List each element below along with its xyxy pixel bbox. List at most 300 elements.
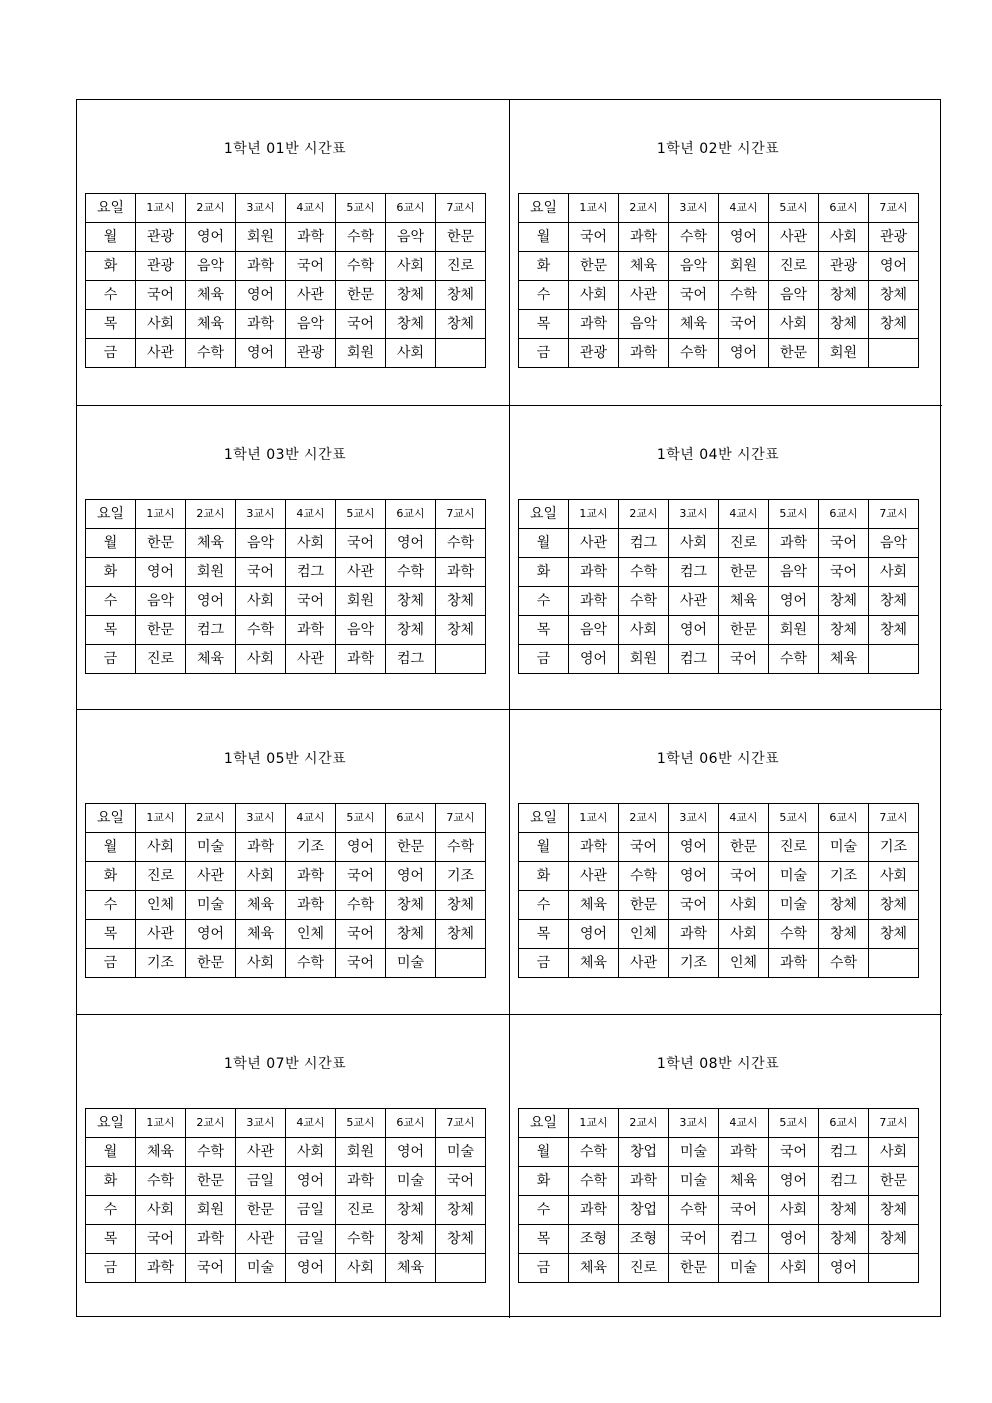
- timetable-table: [85, 1108, 486, 1283]
- subject-cell: 영어: [286, 1254, 336, 1283]
- day-label: 금: [519, 339, 569, 368]
- subject-cell: 조형: [569, 1225, 619, 1254]
- timetable-panel: [509, 709, 942, 1014]
- period-header: 3교시: [236, 500, 286, 529]
- subject-cell: 사관: [619, 281, 669, 310]
- period-header: 3교시: [236, 804, 286, 833]
- subject-cell: 과학: [569, 558, 619, 587]
- subject-cell: 기조: [136, 949, 186, 978]
- subject-cell: 영어: [669, 616, 719, 645]
- subject-cell: 체육: [569, 1254, 619, 1283]
- table-row: [86, 616, 486, 645]
- period-header: 1교시: [569, 500, 619, 529]
- subject-cell: 사관: [569, 862, 619, 891]
- subject-cell: 사회: [569, 281, 619, 310]
- subject-cell: 과학: [769, 529, 819, 558]
- period-header: 1교시: [136, 804, 186, 833]
- day-label: 목: [519, 920, 569, 949]
- subject-cell: 과학: [436, 558, 486, 587]
- subject-cell: 진로: [619, 1254, 669, 1283]
- subject-cell: 국어: [669, 891, 719, 920]
- subject-cell: 컴그: [669, 645, 719, 674]
- subject-cell: 과학: [619, 339, 669, 368]
- subject-cell: 사회: [286, 1138, 336, 1167]
- period-header: 4교시: [286, 1109, 336, 1138]
- subject-cell: 과학: [336, 645, 386, 674]
- subject-cell: 음악: [386, 223, 436, 252]
- subject-cell: 국어: [719, 645, 769, 674]
- table-row: [86, 587, 486, 616]
- subject-cell: 수학: [719, 281, 769, 310]
- subject-cell: [436, 339, 486, 368]
- subject-cell: 영어: [669, 833, 719, 862]
- day-label: 화: [86, 252, 136, 281]
- period-header: 7교시: [869, 1109, 919, 1138]
- subject-cell: 음악: [236, 529, 286, 558]
- subject-cell: 창체: [819, 281, 869, 310]
- subject-cell: 사관: [619, 949, 669, 978]
- table-row: [86, 949, 486, 978]
- subject-cell: 사회: [819, 223, 869, 252]
- subject-cell: 한문: [569, 252, 619, 281]
- subject-cell: 사관: [136, 920, 186, 949]
- subject-cell: 사관: [236, 1138, 286, 1167]
- subject-cell: 과학: [286, 862, 336, 891]
- subject-cell: 관광: [869, 223, 919, 252]
- subject-cell: 국어: [569, 223, 619, 252]
- period-header: 6교시: [386, 1109, 436, 1138]
- timetable-panel: [509, 405, 942, 709]
- subject-cell: 창체: [386, 310, 436, 339]
- subject-cell: 수학: [669, 223, 719, 252]
- subject-cell: 음악: [286, 310, 336, 339]
- subject-cell: 컴그: [286, 558, 336, 587]
- subject-cell: 컴그: [186, 616, 236, 645]
- subject-cell: 사회: [669, 529, 719, 558]
- subject-cell: 체육: [186, 529, 236, 558]
- subject-cell: 회원: [186, 1196, 236, 1225]
- subject-cell: 국어: [769, 1138, 819, 1167]
- subject-cell: 금일: [236, 1167, 286, 1196]
- subject-cell: 국어: [286, 252, 336, 281]
- subject-cell: 음악: [869, 529, 919, 558]
- subject-cell: 체육: [186, 281, 236, 310]
- subject-cell: 회원: [236, 223, 286, 252]
- table-row: [519, 310, 919, 339]
- timetable-title: 1학년 01반 시간표: [223, 141, 347, 157]
- subject-cell: 사회: [336, 1254, 386, 1283]
- subject-cell: 관광: [819, 252, 869, 281]
- subject-cell: 영어: [336, 833, 386, 862]
- subject-cell: 창체: [869, 1196, 919, 1225]
- period-header: 4교시: [286, 194, 336, 223]
- timetable-title: 1학년 04반 시간표: [656, 447, 780, 463]
- period-header: 5교시: [769, 1109, 819, 1138]
- subject-cell: 국어: [819, 558, 869, 587]
- subject-cell: 진로: [136, 862, 186, 891]
- subject-cell: 수학: [436, 529, 486, 558]
- subject-cell: 음악: [619, 310, 669, 339]
- table-row: [86, 920, 486, 949]
- subject-cell: 사회: [869, 862, 919, 891]
- period-header: 3교시: [669, 500, 719, 529]
- subject-cell: 창체: [869, 920, 919, 949]
- period-header: 2교시: [186, 804, 236, 833]
- day-label: 금: [86, 339, 136, 368]
- timetable-panel: [509, 1014, 942, 1318]
- subject-cell: 과학: [286, 223, 336, 252]
- table-row: [519, 862, 919, 891]
- subject-cell: 국어: [336, 310, 386, 339]
- period-header: 3교시: [669, 1109, 719, 1138]
- subject-cell: 창체: [869, 587, 919, 616]
- subject-cell: 영어: [386, 862, 436, 891]
- timetable-table: [85, 803, 486, 978]
- subject-cell: 컴그: [819, 1167, 869, 1196]
- period-header: 1교시: [136, 500, 186, 529]
- subject-cell: 음악: [769, 281, 819, 310]
- subject-cell: 한문: [136, 616, 186, 645]
- subject-cell: 창체: [819, 1196, 869, 1225]
- period-header: 1교시: [569, 194, 619, 223]
- subject-cell: 창체: [386, 281, 436, 310]
- subject-cell: 국어: [719, 1196, 769, 1225]
- table-row: [86, 1167, 486, 1196]
- table-row: [86, 645, 486, 674]
- subject-cell: 과학: [236, 252, 286, 281]
- day-label: 월: [86, 529, 136, 558]
- subject-cell: 국어: [136, 281, 186, 310]
- subject-cell: 영어: [186, 223, 236, 252]
- subject-cell: 사관: [769, 223, 819, 252]
- subject-cell: 회원: [336, 339, 386, 368]
- subject-cell: 과학: [769, 949, 819, 978]
- period-header: 3교시: [236, 1109, 286, 1138]
- timetable-table: [518, 803, 919, 978]
- subject-cell: 컴그: [669, 558, 719, 587]
- subject-cell: 사회: [386, 252, 436, 281]
- day-label: 수: [86, 891, 136, 920]
- subject-cell: 사관: [186, 862, 236, 891]
- header-row: [86, 804, 486, 833]
- timetable-panel: [509, 100, 942, 405]
- subject-cell: 창체: [869, 310, 919, 339]
- subject-cell: 진로: [719, 529, 769, 558]
- header-row: [519, 1109, 919, 1138]
- timetable-title: 1학년 03반 시간표: [223, 447, 347, 463]
- subject-cell: 미술: [669, 1167, 719, 1196]
- day-label: 화: [519, 558, 569, 587]
- subject-cell: 과학: [569, 587, 619, 616]
- day-label: 목: [86, 1225, 136, 1254]
- subject-cell: [436, 1254, 486, 1283]
- subject-cell: 영어: [669, 862, 719, 891]
- subject-cell: 회원: [336, 1138, 386, 1167]
- timetable-table: [518, 499, 919, 674]
- period-header: 6교시: [386, 500, 436, 529]
- subject-cell: 한문: [869, 1167, 919, 1196]
- subject-cell: 한문: [719, 833, 769, 862]
- period-header: 6교시: [819, 1109, 869, 1138]
- subject-cell: 한문: [719, 616, 769, 645]
- subject-cell: 국어: [719, 862, 769, 891]
- subject-cell: 체육: [719, 587, 769, 616]
- subject-cell: 체육: [236, 920, 286, 949]
- subject-cell: 수학: [619, 862, 669, 891]
- period-header: 3교시: [669, 804, 719, 833]
- subject-cell: 한문: [669, 1254, 719, 1283]
- period-header: 3교시: [669, 194, 719, 223]
- subject-cell: 금일: [286, 1225, 336, 1254]
- table-row: [519, 833, 919, 862]
- subject-cell: 회원: [186, 558, 236, 587]
- period-header: 5교시: [336, 194, 386, 223]
- subject-cell: 과학: [286, 891, 336, 920]
- subject-cell: 진로: [436, 252, 486, 281]
- subject-cell: 컴그: [719, 1225, 769, 1254]
- header-row: [519, 500, 919, 529]
- subject-cell: 창체: [436, 920, 486, 949]
- day-label: 수: [519, 281, 569, 310]
- subject-cell: 미술: [186, 833, 236, 862]
- header-row: [519, 804, 919, 833]
- subject-cell: 한문: [436, 223, 486, 252]
- subject-cell: 수학: [336, 891, 386, 920]
- subject-cell: 사회: [869, 1138, 919, 1167]
- table-row: [519, 558, 919, 587]
- table-row: [86, 252, 486, 281]
- header-row: [86, 194, 486, 223]
- subject-cell: 국어: [186, 1254, 236, 1283]
- subject-cell: 국어: [336, 862, 386, 891]
- subject-cell: 수학: [336, 223, 386, 252]
- subject-cell: 국어: [669, 1225, 719, 1254]
- subject-cell: 한문: [186, 1167, 236, 1196]
- table-row: [519, 1225, 919, 1254]
- table-row: [86, 1196, 486, 1225]
- subject-cell: 사회: [136, 833, 186, 862]
- period-header: 7교시: [436, 804, 486, 833]
- subject-cell: 창체: [436, 310, 486, 339]
- table-row: [519, 1196, 919, 1225]
- subject-cell: 영어: [719, 223, 769, 252]
- subject-cell: 국어: [336, 920, 386, 949]
- day-column-header: 요일: [86, 194, 136, 223]
- subject-cell: 한문: [336, 281, 386, 310]
- table-row: [86, 1254, 486, 1283]
- subject-cell: 창체: [869, 1225, 919, 1254]
- subject-cell: 수학: [619, 587, 669, 616]
- period-header: 6교시: [819, 500, 869, 529]
- subject-cell: 창체: [819, 1225, 869, 1254]
- subject-cell: 수학: [436, 833, 486, 862]
- period-header: 4교시: [719, 194, 769, 223]
- subject-cell: 창체: [386, 587, 436, 616]
- period-header: 7교시: [436, 500, 486, 529]
- day-label: 화: [86, 1167, 136, 1196]
- subject-cell: 수학: [386, 558, 436, 587]
- subject-cell: 체육: [236, 891, 286, 920]
- subject-cell: 사회: [719, 891, 769, 920]
- subject-cell: 과학: [719, 1138, 769, 1167]
- day-label: 화: [86, 558, 136, 587]
- day-label: 목: [519, 310, 569, 339]
- period-header: 7교시: [869, 194, 919, 223]
- table-row: [519, 616, 919, 645]
- period-header: 2교시: [186, 500, 236, 529]
- table-row: [86, 310, 486, 339]
- subject-cell: 창체: [819, 616, 869, 645]
- day-label: 금: [86, 949, 136, 978]
- table-row: [519, 645, 919, 674]
- subject-cell: 인체: [719, 949, 769, 978]
- day-label: 월: [519, 1138, 569, 1167]
- subject-cell: 국어: [619, 833, 669, 862]
- subject-cell: 체육: [569, 949, 619, 978]
- subject-cell: 음악: [569, 616, 619, 645]
- day-label: 월: [519, 223, 569, 252]
- subject-cell: 국어: [336, 529, 386, 558]
- subject-cell: 사회: [236, 645, 286, 674]
- subject-cell: 영어: [719, 339, 769, 368]
- subject-cell: 한문: [619, 891, 669, 920]
- period-header: 6교시: [386, 194, 436, 223]
- subject-cell: 관광: [136, 223, 186, 252]
- timetable-table: [85, 193, 486, 368]
- period-header: 2교시: [619, 1109, 669, 1138]
- subject-cell: 영어: [769, 1167, 819, 1196]
- subject-cell: 음악: [769, 558, 819, 587]
- day-column-header: 요일: [86, 500, 136, 529]
- table-row: [86, 281, 486, 310]
- period-header: 7교시: [436, 1109, 486, 1138]
- period-header: 4교시: [286, 500, 336, 529]
- timetable-title: 1학년 08반 시간표: [656, 1056, 780, 1072]
- day-label: 목: [86, 920, 136, 949]
- subject-cell: 영어: [186, 920, 236, 949]
- subject-cell: 컴그: [819, 1138, 869, 1167]
- subject-cell: 사회: [136, 310, 186, 339]
- day-label: 월: [86, 223, 136, 252]
- subject-cell: 영어: [236, 281, 286, 310]
- timetable-title: 1학년 05반 시간표: [223, 751, 347, 767]
- period-header: 2교시: [619, 804, 669, 833]
- subject-cell: 한문: [136, 529, 186, 558]
- period-header: 7교시: [436, 194, 486, 223]
- timetable-grid: [76, 99, 941, 1317]
- period-header: 1교시: [569, 1109, 619, 1138]
- day-label: 월: [519, 833, 569, 862]
- subject-cell: 과학: [569, 833, 619, 862]
- day-label: 수: [519, 891, 569, 920]
- subject-cell: 사회: [769, 1196, 819, 1225]
- day-label: 수: [86, 587, 136, 616]
- subject-cell: 수학: [336, 1225, 386, 1254]
- subject-cell: 미술: [436, 1138, 486, 1167]
- timetable-table: [518, 193, 919, 368]
- subject-cell: 회원: [336, 587, 386, 616]
- period-header: 6교시: [819, 194, 869, 223]
- subject-cell: 영어: [569, 645, 619, 674]
- subject-cell: 한문: [769, 339, 819, 368]
- subject-cell: 체육: [619, 252, 669, 281]
- subject-cell: 기조: [869, 833, 919, 862]
- period-header: 2교시: [619, 500, 669, 529]
- timetable-panel: [77, 405, 509, 709]
- subject-cell: 과학: [619, 223, 669, 252]
- day-column-header: 요일: [86, 1109, 136, 1138]
- day-label: 월: [86, 833, 136, 862]
- subject-cell: 수학: [669, 1196, 719, 1225]
- subject-cell: 미술: [386, 1167, 436, 1196]
- timetable-table: [518, 1108, 919, 1283]
- subject-cell: [436, 645, 486, 674]
- period-header: 4교시: [719, 500, 769, 529]
- day-label: 월: [86, 1138, 136, 1167]
- subject-cell: 영어: [386, 1138, 436, 1167]
- subject-cell: 수학: [769, 645, 819, 674]
- period-header: 7교시: [869, 500, 919, 529]
- period-header: 1교시: [569, 804, 619, 833]
- subject-cell: 회원: [619, 645, 669, 674]
- period-header: 2교시: [619, 194, 669, 223]
- subject-cell: 창체: [436, 891, 486, 920]
- subject-cell: 사회: [719, 920, 769, 949]
- table-row: [519, 529, 919, 558]
- day-label: 목: [519, 616, 569, 645]
- subject-cell: 음악: [669, 252, 719, 281]
- subject-cell: 국어: [286, 587, 336, 616]
- table-row: [519, 949, 919, 978]
- day-label: 화: [519, 1167, 569, 1196]
- subject-cell: 사관: [569, 529, 619, 558]
- subject-cell: 국어: [136, 1225, 186, 1254]
- subject-cell: 영어: [869, 252, 919, 281]
- subject-cell: 창업: [619, 1196, 669, 1225]
- subject-cell: 영어: [769, 587, 819, 616]
- period-header: 6교시: [386, 804, 436, 833]
- subject-cell: 체육: [136, 1138, 186, 1167]
- table-row: [86, 339, 486, 368]
- subject-cell: 사회: [236, 862, 286, 891]
- subject-cell: 수학: [286, 949, 336, 978]
- subject-cell: 음악: [336, 616, 386, 645]
- day-label: 목: [519, 1225, 569, 1254]
- table-row: [86, 529, 486, 558]
- day-column-header: 요일: [519, 1109, 569, 1138]
- subject-cell: 체육: [819, 645, 869, 674]
- subject-cell: 과학: [186, 1225, 236, 1254]
- subject-cell: 기조: [669, 949, 719, 978]
- subject-cell: 창체: [869, 891, 919, 920]
- period-header: 5교시: [769, 500, 819, 529]
- timetable-title: 1학년 02반 시간표: [656, 141, 780, 157]
- subject-cell: 컴그: [386, 645, 436, 674]
- subject-cell: 과학: [236, 310, 286, 339]
- subject-cell: 체육: [669, 310, 719, 339]
- subject-cell: 사회: [869, 558, 919, 587]
- subject-cell: 금일: [286, 1196, 336, 1225]
- subject-cell: 미술: [386, 949, 436, 978]
- subject-cell: 국어: [236, 558, 286, 587]
- day-column-header: 요일: [519, 500, 569, 529]
- table-row: [519, 920, 919, 949]
- period-header: 5교시: [769, 804, 819, 833]
- subject-cell: 사회: [386, 339, 436, 368]
- day-label: 화: [86, 862, 136, 891]
- subject-cell: 창체: [819, 891, 869, 920]
- subject-cell: 과학: [136, 1254, 186, 1283]
